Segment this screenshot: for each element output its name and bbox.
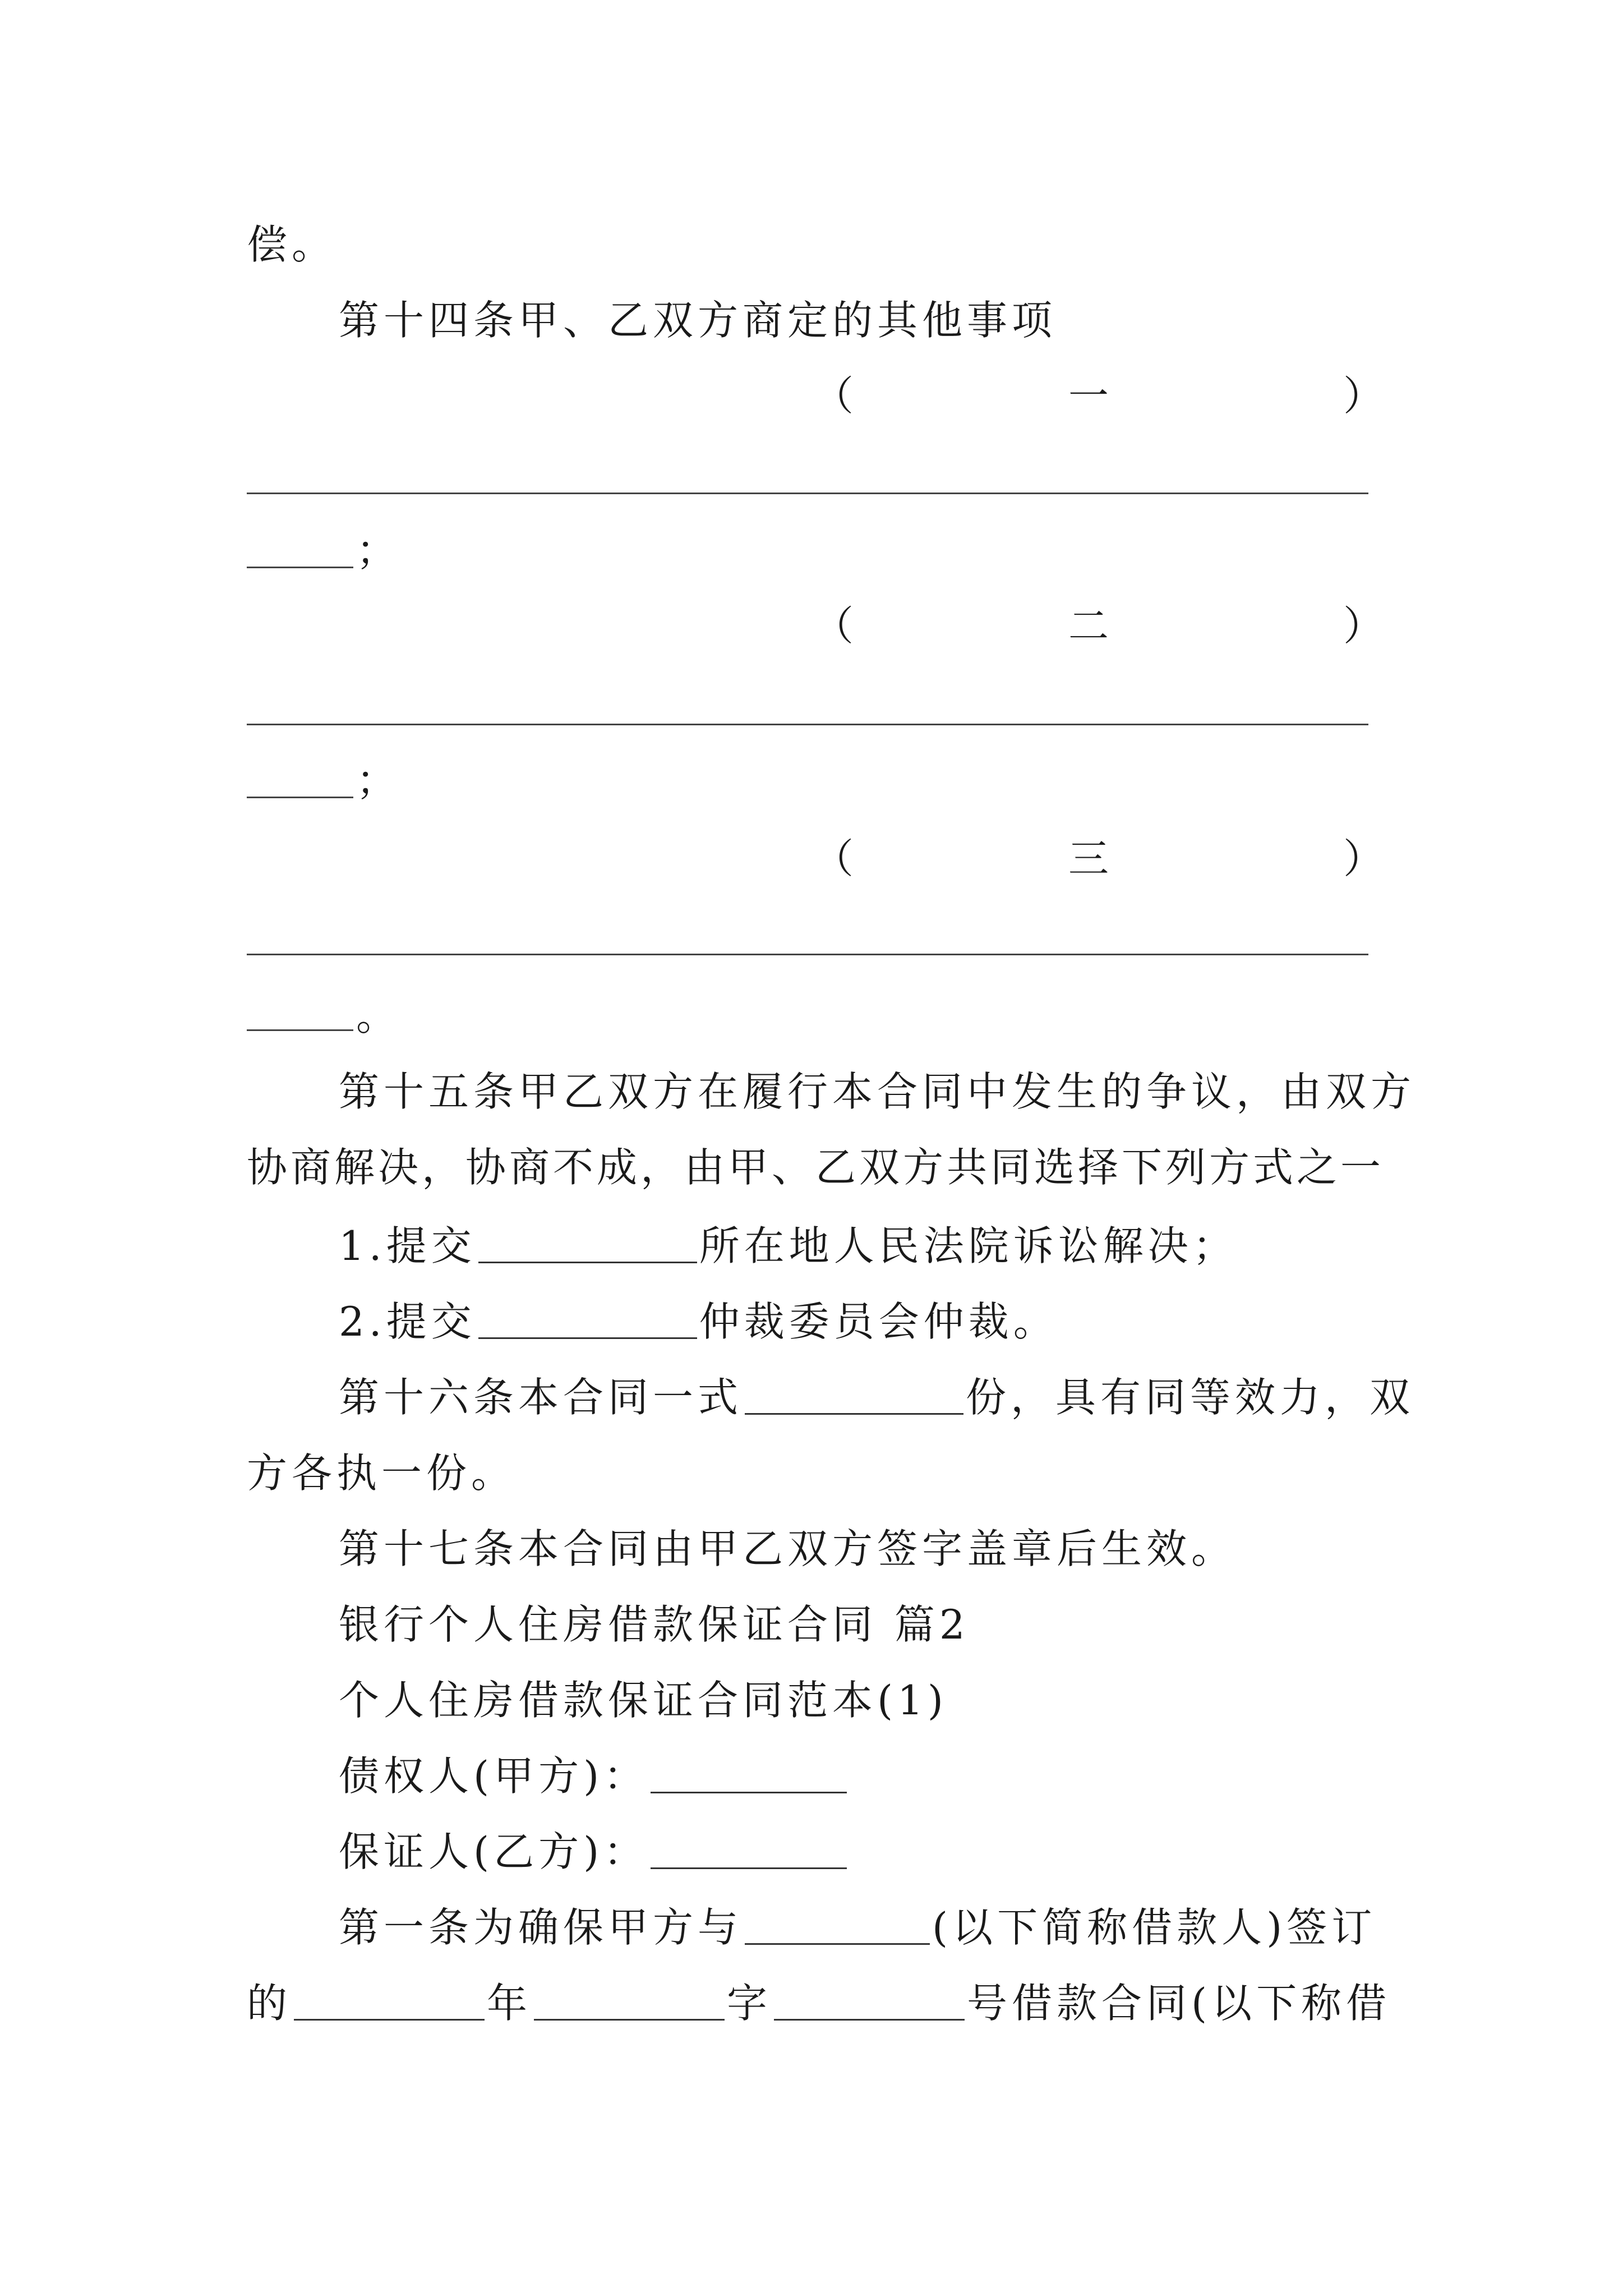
creditor-label: 债权人(甲方)： [339,1752,649,1800]
item-3-blank-tail [247,1029,353,1031]
article-16-line-1 [339,1374,1415,1421]
item-2-open-paren: （ [813,602,854,650]
article-1-text-b: 年 [487,1980,532,2027]
article-17: 第十七条本合同由甲乙双方签字盖章后生效。 [339,1525,1237,1572]
guarantor-blank [651,1833,847,1869]
section-heading-2: 银行个人住房借款保证合同 篇2 [339,1601,970,1648]
item-2-blank-tail [247,797,353,798]
text-line: 偿。 [247,221,337,268]
article-16-prefix: 第十六条本合同一式 [339,1374,743,1421]
item-1-open-paren: （ [813,372,854,420]
borrower-blank [745,1908,930,1945]
option-1-prefix: 1.提交 [339,1222,476,1269]
contract-subtitle: 个人住房借款保证合同范本(1) [339,1677,948,1724]
article-16-blank [745,1378,963,1415]
article-1-suffix: (以下简称借款人)签订 [932,1904,1377,1951]
option-2-suffix: 仲裁委员会仲裁。 [699,1298,1058,1345]
guarantor-label: 保证人(乙方)： [339,1828,649,1875]
item-1-punct: ； [356,527,397,574]
option-2-blank [478,1303,697,1339]
article-1-line-2 [247,1980,1391,2027]
item-3-punct: 。 [356,992,397,1039]
article-15-line-1: 第十五条甲乙双方在履行本合同中发生的争议，由双方 [339,1068,1416,1115]
article-16-suffix: 份，具有同等效力，双 [966,1374,1415,1421]
option-1-suffix: 所在地人民法院诉讼解决； [699,1222,1238,1269]
article-14-heading: 第十四条甲、乙双方商定的其他事项 [339,297,1057,344]
item-3-blank-line [247,954,1368,955]
item-1-close-paren: ） [1343,372,1384,420]
contract-prefix-blank [534,1984,725,2021]
article-1-line-1 [339,1904,1377,1951]
option-2 [339,1298,1058,1345]
item-2-punct: ； [356,757,397,804]
item-1-blank-tail [247,567,353,568]
article-15-line-2: 协商解决，协商不成，由甲、乙双方共同选择下列方式之一 [247,1144,1385,1191]
item-3-number: 三 [1068,835,1109,882]
item-1-number: 一 [1068,372,1109,420]
article-1-text-c: 字 [727,1980,772,2027]
article-1-text-d: 号借款合同(以下称借 [967,1980,1391,2027]
item-2-number: 二 [1068,602,1109,650]
item-3-open-paren: （ [813,835,854,882]
article-1-text-a: 的 [247,1980,292,2027]
option-1 [339,1222,1238,1269]
creditor-line [339,1752,849,1800]
article-1-prefix: 第一条为确保甲方与 [339,1904,743,1951]
creditor-blank [651,1757,847,1793]
contract-number-blank [774,1984,965,2021]
item-2-blank-line [247,724,1368,725]
item-2-close-paren: ） [1343,602,1384,650]
guarantor-line [339,1828,849,1875]
option-1-blank [478,1227,697,1263]
item-3-close-paren: ） [1343,835,1384,882]
contract-year-blank [294,1984,485,2021]
item-1-blank-line [247,493,1368,494]
option-2-prefix: 2.提交 [339,1298,476,1345]
article-16-line-2: 方各执一份。 [247,1450,517,1497]
